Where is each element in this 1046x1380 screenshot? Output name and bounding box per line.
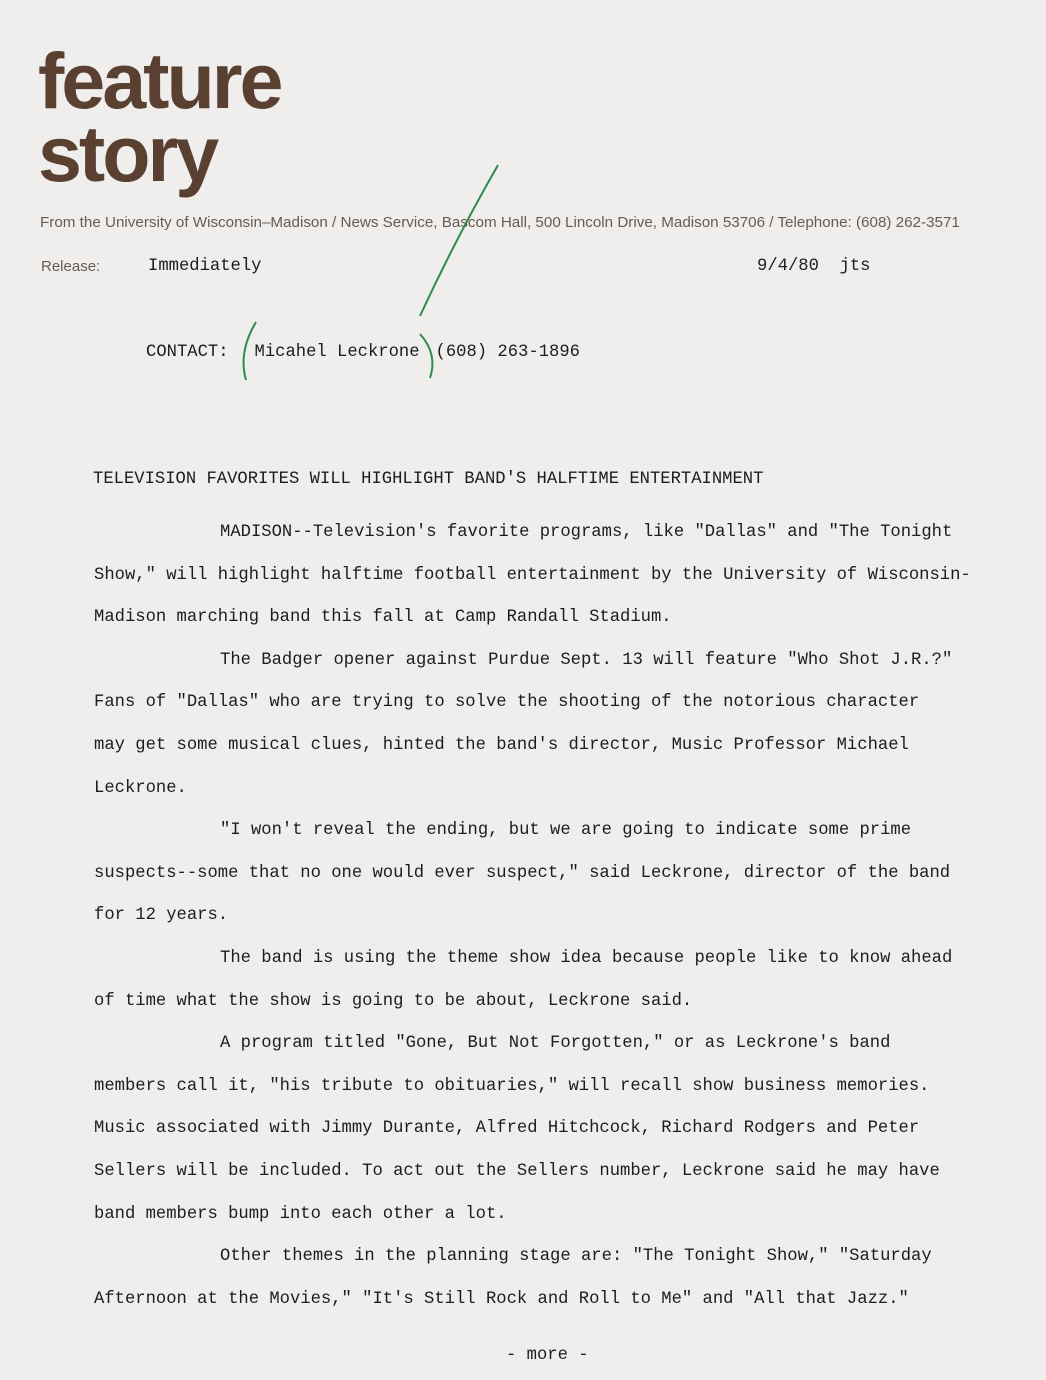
- contact-label: CONTACT:: [146, 343, 229, 362]
- article-body: [94, 512, 994, 1321]
- body-line: Sellers will be included. To act out the Sellers number, Leckrone said he may have: [94, 1161, 940, 1181]
- contact-phone: (608) 263-1896: [435, 343, 580, 362]
- body-line: Afternoon at the Movies," "It's Still Rock and Roll to Me" and "All that Jazz.": [94, 1289, 909, 1309]
- feature-story-logo: [38, 36, 281, 198]
- body-line: suspects--some that no one would ever suspect," said Leckrone, director of the band: [94, 863, 951, 883]
- body-line: of time what the show is going to be about, Leckrone said.: [94, 991, 693, 1011]
- green-pen-slash: [420, 165, 498, 316]
- body-line: band members bump into each other a lot.: [94, 1204, 507, 1224]
- body-line: A program titled "Gone, But Not Forgotten," or as Leckrone's band: [220, 1034, 891, 1054]
- body-line: members call it, "his tribute to obituaries," will recall show business memories.: [94, 1076, 930, 1096]
- body-line: may get some musical clues, hinted the band's director, Music Professor Michael: [94, 735, 909, 755]
- date-initials: 9/4/80 jts: [757, 257, 871, 276]
- body-line: Other themes in the planning stage are: "The Tonight Show," "Saturday: [220, 1247, 932, 1267]
- more-footer: - more -: [506, 1346, 589, 1365]
- body-line: Madison marching band this fall at Camp Randall Stadium.: [94, 608, 672, 628]
- headline: TELEVISION FAVORITES WILL HIGHLIGHT BAND'S HALFTIME ENTERTAINMENT: [93, 470, 764, 489]
- logo-line-1: feature: [38, 36, 281, 125]
- body-line: "I won't reveal the ending, but we are going to indicate some prime: [220, 821, 912, 841]
- body-line: Show," will highlight halftime football entertainment by the University of Wisconsin-: [94, 565, 971, 585]
- body-line: The band is using the theme show idea because people like to know ahead: [220, 948, 953, 968]
- contact-name: Micahel Leckrone: [254, 343, 420, 362]
- contact-line: [146, 343, 580, 362]
- body-line: Fans of "Dallas" who are trying to solve the shooting of the notorious character: [94, 693, 920, 713]
- body-line: MADISON--Television's favorite programs, like "Dallas" and "The Tonight: [220, 523, 953, 542]
- body-line: for 12 years.: [94, 906, 229, 926]
- body-line: The Badger opener against Purdue Sept. 13 will feature "Who Shot J.R.?": [220, 650, 953, 670]
- release-value: Immediately: [148, 257, 262, 276]
- release-label: Release:: [41, 258, 101, 275]
- body-line: Music associated with Jimmy Durante, Alfred Hitchcock, Richard Rodgers and Peter: [94, 1119, 920, 1139]
- logo-line-2: story: [38, 109, 217, 198]
- from-address-line: From the University of Wisconsin–Madison / News Service, Bascom Hall, 500 Lincoln Drive, Madison 53706 / Telephone: (608) 262-3571: [40, 214, 960, 231]
- body-line: Leckrone.: [94, 778, 187, 798]
